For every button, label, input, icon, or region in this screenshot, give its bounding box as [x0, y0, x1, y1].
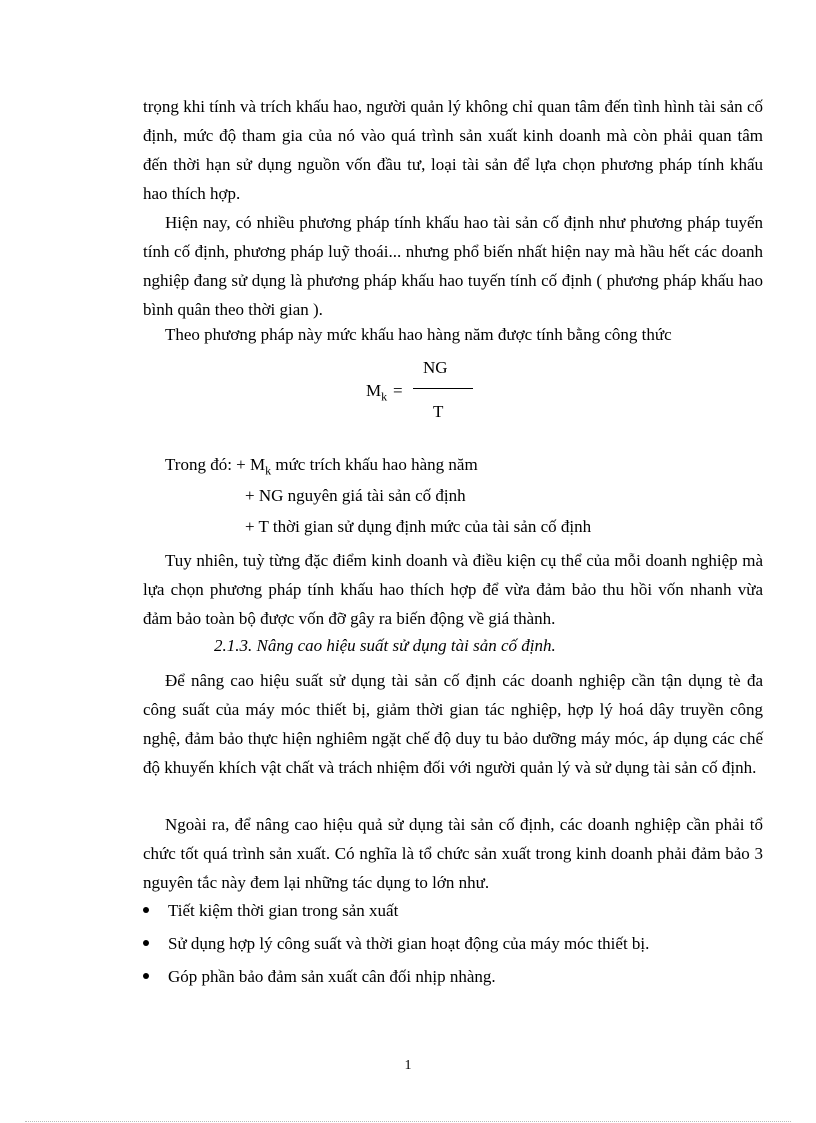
formula-intro: Theo phương pháp này mức khấu hao hàng năm được tính bằng công thức: [165, 325, 672, 344]
bullet-icon: [143, 973, 149, 979]
fraction-bar: [413, 388, 473, 389]
paragraph-4: Tuy nhiên, tuỳ từng đặc điểm kinh doanh và điều kiện cụ thể của mỗi doanh nghiệp mà lựa chọn phương pháp tính khấu hao thích hợp để vừa đảm bảo thu hồi vốn nhanh vừa đảm bảo toàn bộ được vốn đỡ gây ra biến động về giá thành.: [143, 551, 763, 628]
definition-t: + T thời gian sử dụng định mức của tài sản cố định: [245, 517, 592, 536]
definition-lead-sub: k: [265, 463, 272, 478]
section-heading: 2.1.3. Nâng cao hiệu suất sử dụng tài sản cố định.: [214, 636, 556, 655]
bullet-icon: [143, 940, 149, 946]
formula-equals: =: [393, 381, 403, 400]
formula-lhs-main: M: [366, 381, 382, 400]
paragraph-5: Để nâng cao hiệu suất sử dụng tài sản cố định các doanh nghiệp cần tận dụng tè đa công suất của máy móc thiết bị, giảm thời gian tác nghiệp, hợp lý hoá dây truyền công nghệ, đảm bảo thực hiện nghiêm ngặt chế độ duy tu bảo dưỡng máy móc, áp dụng các chế độ khuyến khích vật chất và trách nhiệm đối với người quản lý và sử dụng tài sản cố định.: [143, 671, 763, 777]
bullet-icon: [143, 907, 149, 913]
paragraph-1: trọng khi tính và trích khấu hao, người quản lý không chỉ quan tâm đến tình hình tài sản cố định, mức độ tham gia của nó vào quá trình sản xuất kinh doanh mà còn phải quan tâm đến thời hạn sử dụng nguồn vốn đầu tư, loại tài sản để lựa chọn phương pháp tính khấu hao thích hợp.: [143, 97, 763, 203]
definition-ng: + NG nguyên giá tài sản cố định: [245, 486, 466, 505]
bullet-text: Tiết kiệm thời gian trong sản xuất: [168, 901, 399, 920]
paragraph-2: Hiện nay, có nhiều phương pháp tính khấu hao tài sản cố định như phương pháp tuyến tính cố định, phương pháp luỹ thoái... nhưng phổ biến nhất hiện nay mà hầu hết các doanh nghiệp đang sử dụng là phương pháp khấu hao tuyến tính cố định ( phương pháp khấu hao bình quân theo thời gian ).: [143, 213, 763, 319]
page-break-rule: [25, 1121, 791, 1122]
page-number: 1: [404, 1058, 412, 1073]
bullet-text: Góp phần bảo đảm sản xuất cân đối nhịp nhàng.: [168, 967, 496, 986]
paragraph-6: Ngoài ra, để nâng cao hiệu quả sử dụng tài sản cố định, các doanh nghiệp cần phải tổ chức tốt quá trình sản xuất. Có nghĩa là tổ chức sản xuất trong kinh doanh phải đảm bảo 3 nguyên tắc này đem lại những tác dụng to lớn như.: [143, 815, 763, 892]
definition-mk: [165, 455, 478, 478]
formula-denominator: T: [433, 402, 444, 421]
formula-lhs: [366, 381, 387, 404]
definition-mk-text: mức trích khấu hao hàng năm: [271, 455, 478, 474]
bullet-text: Sử dụng hợp lý công suất và thời gian hoạt động của máy móc thiết bị.: [168, 934, 650, 953]
formula-lhs-sub: k: [381, 389, 388, 404]
formula-numerator: NG: [423, 358, 448, 377]
bullet-item: [143, 901, 398, 921]
bullet-item: [143, 967, 496, 987]
bullet-item: [143, 934, 649, 954]
definition-lead: Trong đó: + M: [165, 455, 266, 474]
